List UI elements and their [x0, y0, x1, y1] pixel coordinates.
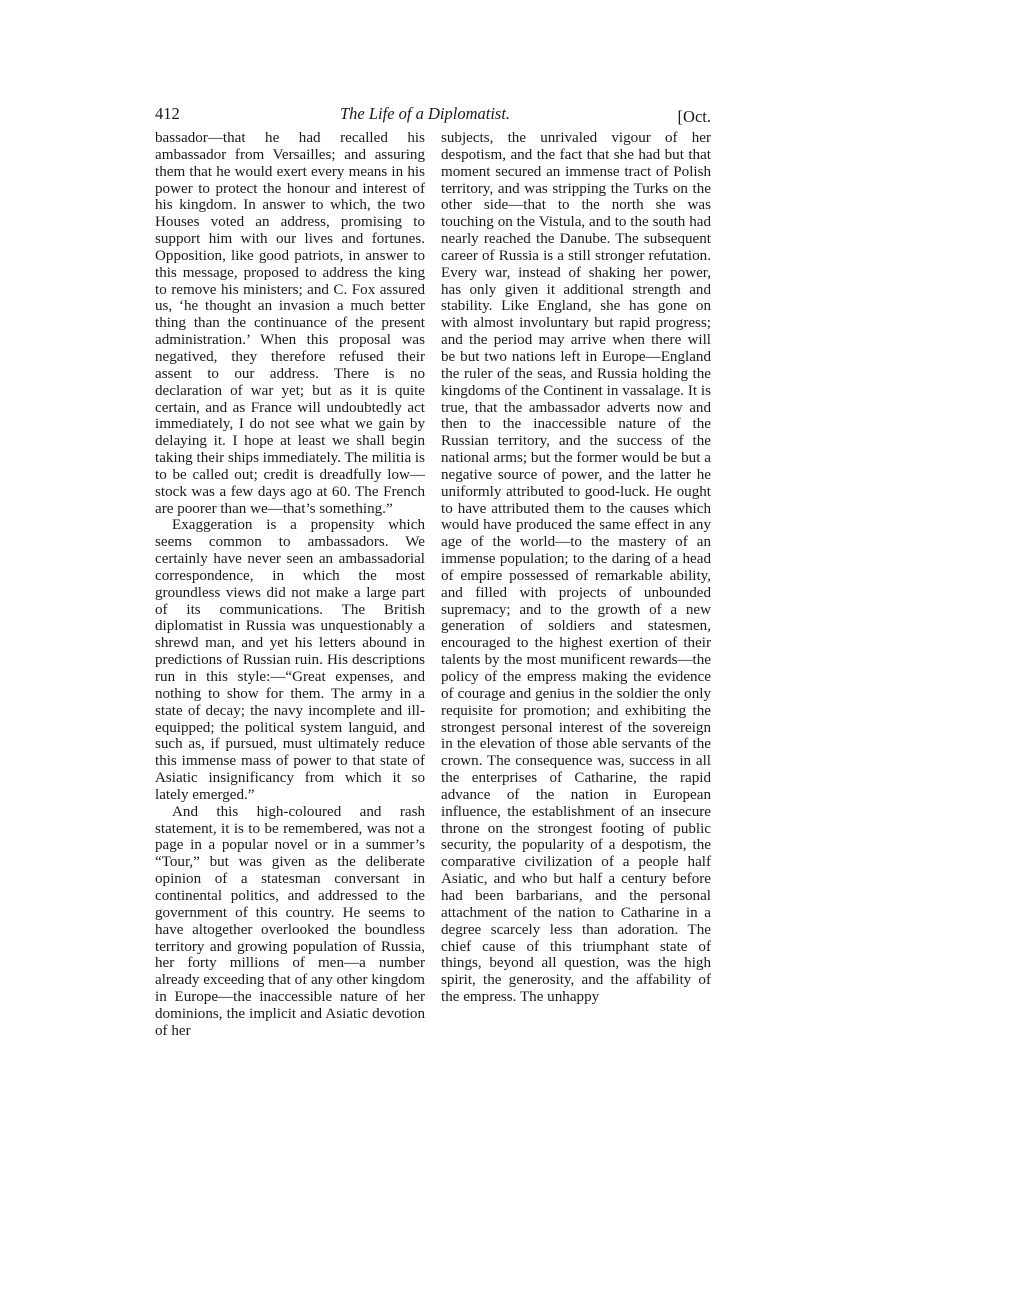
paragraph: bassador—that he had recalled his ambassador from Versailles; and assuring them that he would exert every means in his power to protect the honour and interest of his kingdom. In answer to which, the two Houses voted an address, promising to support him with our lives and fortunes. Opposition, like good patriots, in answer to this message, proposed to address the king to remove his ministers; and C. Fox assured us, ‘he thought an invasion a much better thing than the continuance of the present administration.’ When this proposal was negatived, they therefore refused their assent to our address. There is no declaration of war yet; but as it is quite certain, and as France will undoubtedly act immediately, I do not see what we gain by delaying it. I hope at least we shall begin taking their ships immediately. The militia is to be called out; credit is dreadfully low—stock was a few days ago at 60. The French are poorer than we—that’s something.” — [155, 130, 425, 517]
paragraph: And this high-coloured and rash statement, it is to be remembered, was not a page in a popular novel or in a summer’s “Tour,” but was given as the deliberate opinion of a statesman conversant in continental politics, and addressed to the government of this country. He seems to have altogether overlooked the boundless territory and growing population of Russia, her forty millions of men—a number already exceeding that of any other kingdom in Europe—the inaccessible nature of her dominions, the implicit and Asiatic devotion of her — [155, 803, 425, 1039]
issue-month: [Oct. — [677, 107, 711, 126]
right-column — [441, 130, 711, 1006]
page-header — [155, 102, 711, 126]
left-column — [155, 130, 425, 1040]
running-title: The Life of a Diplomatist. — [340, 104, 511, 123]
paragraph: subjects, the unrivaled vigour of her despotism, and the fact that she had but that moment secured an immense tract of Polish territory, and was stripping the Turks on the other side—that to the north she was touching on the Vistula, and to the south had nearly reached the Danube. The subsequent career of Russia is a still stronger refutation. Every war, instead of shaking her power, has only given it additional strength and stability. Like England, she has gone on with almost involuntary but rapid progress; and the period may arrive when there will be but two nations left in Europe—England the ruler of the seas, and Russia holding the kingdoms of the Continent in vassalage. It is true, that the ambassador adverts now and then to the inaccessible nature of the Russian territory, and the success of the national arms; but the former would be but a negative source of power, and the latter he uniformly attributed to good-luck. He ought to have attributed them to the causes which would have produced the same effect in any age of the world—to the mastery of an immense population; to the daring of a head of empire possessed of remarkable ability, and filled with projects of unbounded supremacy; and to the growth of a new generation of soldiers and statesmen, encouraged to the highest exertion of their talents by the most munificent rewards—the policy of the empress making the evidence of courage and genius in the soldier the only requisite for promotion; and exhibiting the strongest personal interest of the sovereign in the elevation of those able servants of the crown. The consequence was, success in all the enterprises of Catharine, the rapid advance of the nation in European influence, the establishment of an insecure throne on the strongest footing of public security, the popularity of a despotism, the comparative civilization of a people half Asiatic, and who but half a century before had been barbarians, and the personal attachment of the nation to Catharine in a degree scarcely less than adoration. The chief cause of this triumphant state of things, beyond all question, was the high spirit, the generosity, and the affability of the empress. The unhappy — [441, 130, 711, 1006]
page-number: 412 — [155, 104, 180, 123]
paragraph: Exaggeration is a propensity which seems common to ambassadors. We certainly have never seen an ambassadorial correspondence, in which the most groundless views did not make a large part of its communications. The British diplomatist in Russia was unquestionably a shrewd man, and yet his letters abound in predictions of Russian ruin. His descriptions run in this style:—“Great expenses, and nothing to show for them. The army in a state of decay; the navy incomplete and ill-equipped; the political system languid, and such as, if pursued, must ultimately reduce this immense mass of power to that state of Asiatic insignificancy from which it so lately emerged.” — [155, 517, 425, 803]
